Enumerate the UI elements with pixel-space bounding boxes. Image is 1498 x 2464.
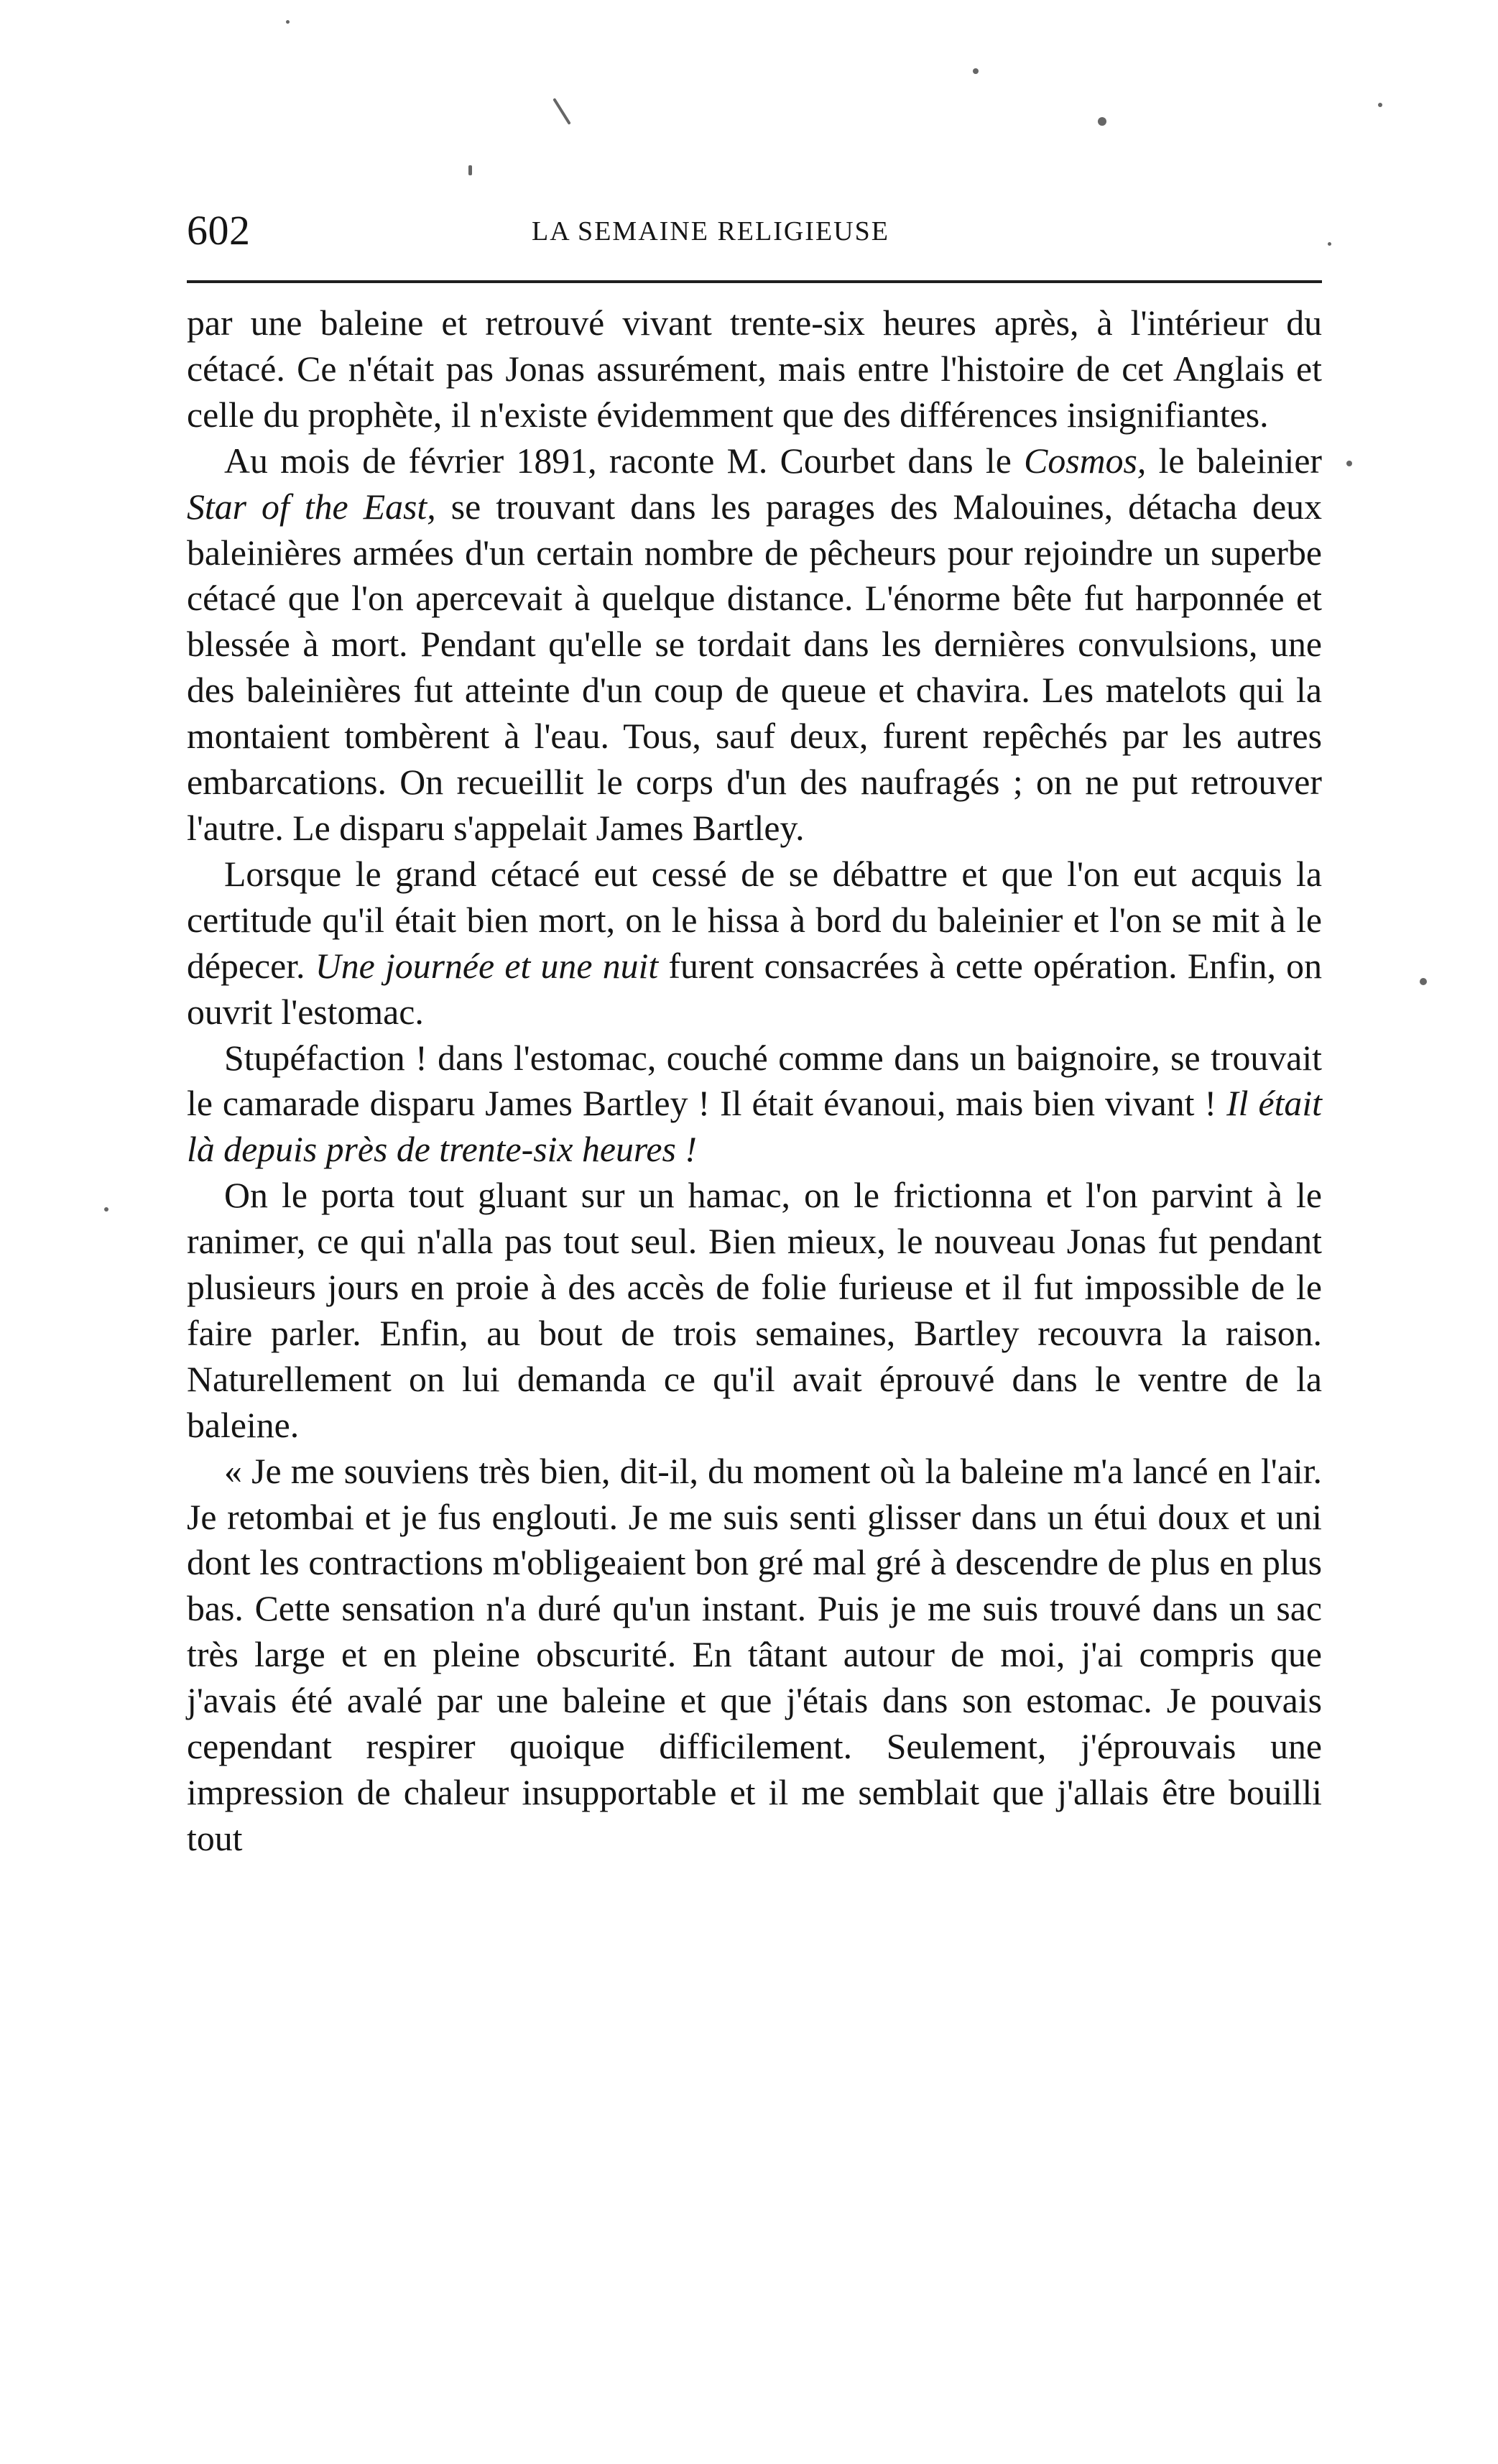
- page-header: [187, 208, 1322, 266]
- paragraph-text: Stupéfaction ! dans l'estomac, couché comme dans un baignoire, se trouvait le camarade disparu James Bartley ! Il était évanoui, mais bien vivant !: [187, 1038, 1322, 1124]
- paragraph-text: « Je me souviens très bien, dit-il, du moment où la baleine m'a lancé en l'air. Je retombai et je fus englouti. Je me suis senti glisser dans un étui doux et uni dont les contractions m'obligeaient bon gré mal gré à descendre de plus en plus bas. Cette sensation n'a duré qu'un instant. Puis je me suis trouvé dans un sac très large et en pleine obscurité. En tâtant autour de moi, j'ai compris que j'avais été avalé par une baleine et que j'étais dans son estomac. Je pouvais cependant respirer quoique difficilement. Seulement, j'éprouvais une impression de chaleur insupportable et il me semblait que j'allais être bouilli tout: [187, 1451, 1322, 1858]
- running-title: LA SEMAINE RELIGIEUSE: [532, 216, 889, 246]
- paragraph: [187, 1449, 1322, 1862]
- paragraph-text: se trouvant dans les parages des Malouines, détacha deux baleinières armées d'un certain nombre de pêcheurs pour rejoindre un superbe cétacé que l'on apercevait à quelque distance. L'énorme bête fut harponnée et blessée à mort. Pendant qu'elle se tordait dans les dernières convulsions, une des baleinières fut atteinte d'un coup de queue et chavira. Les matelots qui la montaient tombèrent à l'eau. Tous, sauf deux, furent repêchés par les autres embarcations. On recueillit le corps d'un des naufragés ; on ne put retrouver l'autre. Le disparu s'appelait James Bartley.: [187, 486, 1322, 848]
- paragraph: [187, 438, 1322, 852]
- paragraph: [187, 1035, 1322, 1173]
- italic-text: Une journée et une nuit: [315, 946, 659, 986]
- paragraph-text: furent consacrées à cette opération. Enfin, on ouvrit l'estomac.: [187, 946, 1322, 1032]
- italic-text: Star of the East,: [187, 486, 436, 527]
- page-number: 602: [187, 207, 251, 254]
- paragraph: [187, 300, 1322, 438]
- paragraph-text: Au mois de février 1891, raconte M. Courbet dans le: [224, 440, 1025, 481]
- paragraph: [187, 852, 1322, 1035]
- italic-text: Il était là depuis près de trente-six heures !: [187, 1084, 1322, 1170]
- paragraph-text: Lorsque le grand cétacé eut cessé de se débattre et que l'on eut acquis la certitude qu'il était bien mort, on le hissa à bord du baleinier et l'on se mit à le dépecer.: [187, 854, 1322, 986]
- paragraph-text: par une baleine et retrouvé vivant trente-six heures après, à l'intérieur du cétacé. Ce n'était pas Jonas assurément, mais entre l'histoire de cet Anglais et celle du prophète, il n'existe évidemment que des différences insignifiantes.: [187, 303, 1322, 435]
- italic-text: Cosmos,: [1024, 440, 1147, 481]
- paragraph-text: le baleinier: [1146, 440, 1322, 481]
- header-rule: [187, 280, 1322, 283]
- paragraph: [187, 1173, 1322, 1448]
- document-page: [187, 0, 1322, 2464]
- paragraph-text: On le porta tout gluant sur un hamac, on le frictionna et l'on parvint à le ranimer, ce qui n'alla pas tout seul. Bien mieux, le nouveau Jonas fut pendant plusieurs jours en proie à des accès de folie furieuse et il fut impossible de le faire parler. Enfin, au bout de trois semaines, Bartley recouvra la raison. Naturellement on lui demanda ce qu'il avait éprouvé dans le ventre de la baleine.: [187, 1176, 1322, 1445]
- article-body: [187, 300, 1322, 1862]
